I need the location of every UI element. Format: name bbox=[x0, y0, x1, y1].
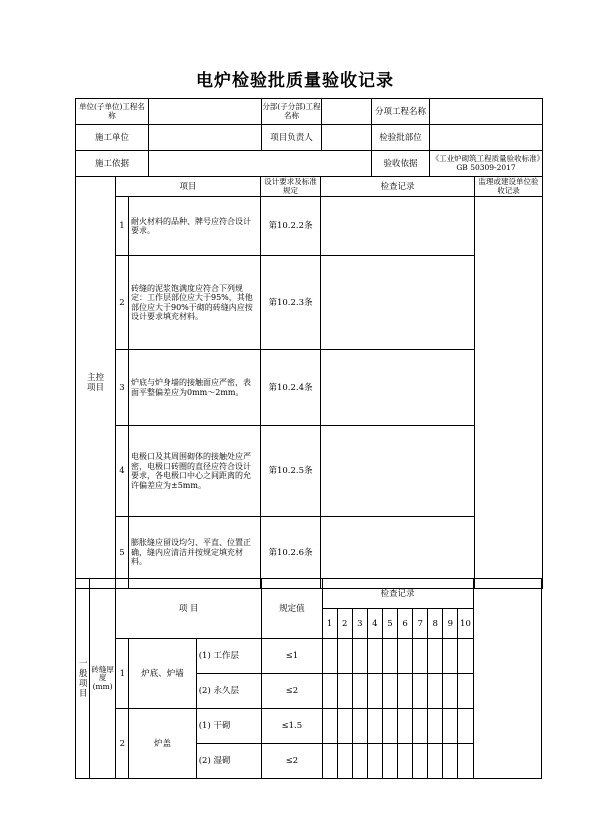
check-cell[interactable] bbox=[337, 744, 352, 779]
main-item-clause: 第10.2.6条 bbox=[261, 517, 321, 589]
check-cell[interactable] bbox=[322, 709, 337, 744]
subunit-label: 分部(子分部)工程名称 bbox=[262, 99, 322, 125]
check-cell[interactable] bbox=[367, 744, 382, 779]
check-cell[interactable] bbox=[458, 674, 473, 709]
main-item-check-field[interactable] bbox=[321, 197, 475, 256]
contractor-value-field[interactable] bbox=[149, 125, 262, 151]
general-items-table bbox=[75, 578, 542, 779]
general-section-label: 一般项目 bbox=[76, 579, 90, 779]
check-number: 10 bbox=[458, 609, 473, 639]
main-item-clause: 第10.2.4条 bbox=[261, 350, 321, 426]
main-item-no: 3 bbox=[116, 350, 129, 426]
general-col-spec: 规定值 bbox=[262, 579, 322, 639]
general-group-no: 2 bbox=[116, 709, 129, 779]
check-cell[interactable] bbox=[382, 709, 397, 744]
check-number: 7 bbox=[413, 609, 428, 639]
check-cell[interactable] bbox=[352, 709, 367, 744]
general-row-value: ≤1.5 bbox=[262, 709, 322, 744]
check-cell[interactable] bbox=[443, 709, 458, 744]
check-number: 5 bbox=[382, 609, 397, 639]
general-group-name: 炉盖 bbox=[129, 709, 196, 779]
main-item-no: 5 bbox=[116, 517, 129, 589]
main-control-table bbox=[75, 176, 543, 589]
main-item-text: 电极口及其周围砌体的接触处应严密，电极口砖圈的直径应符合设计要求，各电极口中心之间距离的允许偏差应为±5mm。 bbox=[129, 426, 261, 517]
check-cell[interactable] bbox=[322, 639, 337, 674]
general-row-value: ≤1 bbox=[262, 639, 322, 674]
check-cell[interactable] bbox=[428, 674, 443, 709]
check-cell[interactable] bbox=[443, 674, 458, 709]
main-item-check-field[interactable] bbox=[321, 426, 475, 517]
check-cell[interactable] bbox=[428, 744, 443, 779]
check-cell[interactable] bbox=[337, 709, 352, 744]
check-cell[interactable] bbox=[443, 639, 458, 674]
check-cell[interactable] bbox=[458, 639, 473, 674]
main-item-no: 4 bbox=[116, 426, 129, 517]
subunit-value-field[interactable] bbox=[322, 99, 372, 125]
check-cell[interactable] bbox=[413, 639, 428, 674]
general-row-label: (1) 干砌 bbox=[196, 709, 261, 744]
batch-value-field[interactable] bbox=[430, 125, 543, 151]
main-item-clause: 第10.2.5条 bbox=[261, 426, 321, 517]
general-group-no: 1 bbox=[116, 639, 129, 709]
check-cell[interactable] bbox=[367, 709, 382, 744]
main-item-text: 耐火材料的品种、牌号应符合设计要求。 bbox=[129, 197, 261, 256]
check-number: 2 bbox=[337, 609, 352, 639]
basis-label: 施工依据 bbox=[76, 151, 149, 177]
check-number: 6 bbox=[398, 609, 413, 639]
accept-value: 《工业炉砌筑工程质量验收标准》GB 50309-2017 bbox=[430, 151, 543, 177]
check-cell[interactable] bbox=[322, 744, 337, 779]
check-cell[interactable] bbox=[398, 709, 413, 744]
unit-value-field[interactable] bbox=[149, 99, 262, 125]
check-cell[interactable] bbox=[413, 744, 428, 779]
main-col-check: 检查记录 bbox=[321, 177, 475, 197]
check-cell[interactable] bbox=[337, 674, 352, 709]
main-item-check-field[interactable] bbox=[321, 256, 475, 350]
check-cell[interactable] bbox=[398, 674, 413, 709]
main-col-item: 项目 bbox=[116, 177, 261, 197]
subitem-value-field[interactable] bbox=[430, 99, 543, 125]
page-title: 电炉检验批质量验收记录 bbox=[196, 71, 394, 91]
main-item-clause: 第10.2.2条 bbox=[261, 197, 321, 256]
general-row-value: ≤2 bbox=[262, 744, 322, 779]
header-table bbox=[75, 98, 543, 177]
check-cell[interactable] bbox=[382, 674, 397, 709]
main-item-clause: 第10.2.3条 bbox=[261, 256, 321, 350]
supervisor-record-field[interactable] bbox=[475, 197, 543, 589]
general-supervisor-field[interactable] bbox=[473, 579, 542, 779]
general-row-label: (1) 工作层 bbox=[196, 639, 261, 674]
check-cell[interactable] bbox=[367, 674, 382, 709]
general-row-value: ≤2 bbox=[262, 674, 322, 709]
general-row-label: (2) 永久层 bbox=[196, 674, 261, 709]
check-cell[interactable] bbox=[428, 639, 443, 674]
check-cell[interactable] bbox=[458, 709, 473, 744]
main-section-label: 主控项目 bbox=[76, 177, 116, 589]
check-cell[interactable] bbox=[382, 639, 397, 674]
general-col-check: 检查记录 bbox=[322, 579, 473, 609]
check-number: 9 bbox=[443, 609, 458, 639]
general-col-item: 项 目 bbox=[116, 579, 262, 639]
check-cell[interactable] bbox=[322, 674, 337, 709]
main-item-text: 膨胀缝应留设均匀、平直、位置正确，缝内应清洁并按规定填充材料。 bbox=[129, 517, 261, 589]
check-cell[interactable] bbox=[428, 709, 443, 744]
main-item-check-field[interactable] bbox=[321, 350, 475, 426]
main-item-no: 2 bbox=[116, 256, 129, 350]
basis-value-field[interactable] bbox=[149, 151, 372, 177]
check-cell[interactable] bbox=[382, 744, 397, 779]
check-number: 3 bbox=[352, 609, 367, 639]
check-number: 1 bbox=[322, 609, 337, 639]
check-cell[interactable] bbox=[352, 639, 367, 674]
batch-label: 检验批部位 bbox=[372, 125, 430, 151]
general-group-name: 炉底、炉墙 bbox=[129, 639, 196, 709]
contractor-label: 施工单位 bbox=[76, 125, 149, 151]
unit-label: 单位(子单位)工程名称 bbox=[76, 99, 149, 125]
check-cell[interactable] bbox=[398, 639, 413, 674]
check-cell[interactable] bbox=[443, 744, 458, 779]
check-cell[interactable] bbox=[352, 744, 367, 779]
check-cell[interactable] bbox=[352, 674, 367, 709]
main-item-no: 1 bbox=[116, 197, 129, 256]
check-number: 4 bbox=[367, 609, 382, 639]
accept-label: 验收依据 bbox=[372, 151, 430, 177]
main-col-spec: 设计要求及标准规定 bbox=[261, 177, 321, 197]
main-item-text: 炉底与炉身墙的接触面应严密，表面平整偏差应为0mm～2mm。 bbox=[129, 350, 261, 426]
general-row-label: (2) 湿砌 bbox=[196, 744, 261, 779]
check-cell[interactable] bbox=[458, 744, 473, 779]
main-col-supervisor: 监理或建设单位验收记录 bbox=[475, 177, 543, 197]
pm-label: 项目负责人 bbox=[262, 125, 322, 151]
check-cell[interactable] bbox=[413, 674, 428, 709]
pm-value-field[interactable] bbox=[322, 125, 372, 151]
check-cell[interactable] bbox=[398, 744, 413, 779]
check-cell[interactable] bbox=[367, 639, 382, 674]
check-cell[interactable] bbox=[413, 709, 428, 744]
main-item-text: 砖缝的泥浆饱满度应符合下列规定：工作层部位应大于95%，其他部位应大于90%干砌的砖缝内应按设计要求填充材料。 bbox=[129, 256, 261, 350]
subitem-label: 分项工程名称 bbox=[372, 99, 430, 125]
general-sub-label: 砖缝厚度(mm) bbox=[90, 579, 116, 779]
check-cell[interactable] bbox=[337, 639, 352, 674]
check-number: 8 bbox=[428, 609, 443, 639]
